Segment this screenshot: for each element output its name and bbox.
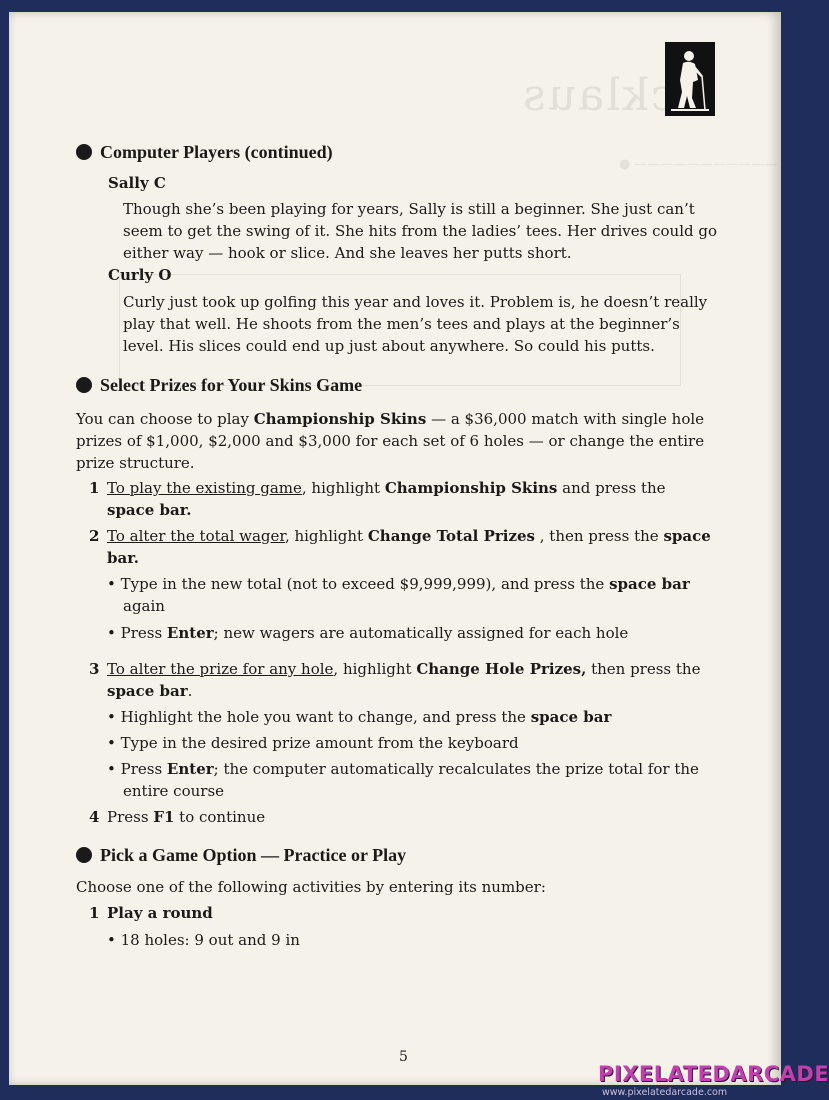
step-3-bullet-3: • Press Enter; the computer automatically recalculates the prize total for the entire course bbox=[107, 760, 699, 800]
watermark-url: www.pixelatedarcade.com bbox=[602, 1087, 728, 1098]
section-heading-game-option: Pick a Game Option — Practice or Play bbox=[76, 845, 406, 866]
player-name-curly: Curly O bbox=[108, 266, 172, 284]
step-number-3: 3 bbox=[89, 660, 100, 678]
section-bullet-icon bbox=[76, 144, 92, 160]
manual-page bbox=[9, 12, 781, 1085]
step-2-text: To alter the total wager, highlight Change Total Prizes , then press the space bar. bbox=[107, 527, 711, 567]
game-option-intro: Choose one of the following activities by entering its number: bbox=[76, 878, 546, 896]
page-number: 5 bbox=[399, 1049, 408, 1065]
step-3-text: To alter the prize for any hole, highlight Change Hole Prizes, then press the space bar. bbox=[107, 660, 701, 700]
player-name-sally: Sally C bbox=[108, 174, 166, 192]
prizes-intro: You can choose to play Championship Skins — a $36,000 match with single hole prizes of $1,000, $2,000 and $3,000 for each set of 6 holes — or change the entire prize structure. bbox=[76, 410, 705, 472]
option-1-bullet: • 18 holes: 9 out and 9 in bbox=[107, 931, 300, 949]
step-1-text: To play the existing game, highlight Championship Skins and press the space bar. bbox=[107, 479, 666, 519]
player-description-curly: Curly just took up golfing this year and loves it. Problem is, he doesn’t really play that well. He shoots from the men’s tees and plays at the beginner’s level. His slices could end up just about anywhere. So could his putts. bbox=[123, 293, 708, 355]
step-number-1: 1 bbox=[89, 479, 100, 497]
watermark-brand: PIXELATEDARCADE bbox=[598, 1062, 829, 1086]
page-content bbox=[9, 12, 781, 1085]
section-heading-computer-players: Computer Players (continued) bbox=[76, 142, 333, 163]
section-bullet-icon bbox=[76, 377, 92, 393]
bleed-through-text: ● ——————————— bbox=[619, 157, 778, 172]
section-heading-prizes: Select Prizes for Your Skins Game bbox=[76, 375, 362, 396]
option-label-play-a-round: Play a round bbox=[107, 904, 213, 922]
step-2-bullet-2: • Press Enter; new wagers are automatically assigned for each hole bbox=[107, 624, 629, 642]
step-3-bullet-1: • Highlight the hole you want to change, and press the space bar bbox=[107, 708, 612, 726]
bleed-through-title: cklaus bbox=[521, 70, 676, 121]
step-4-text: Press F1 to continue bbox=[107, 808, 266, 826]
player-description-sally: Though she’s been playing for years, Sally is still a beginner. She just can’t seem to get the swing of it. She hits from the ladies’ tees. Her drives could go either way — hook or slice. And she leaves her putts short. bbox=[123, 200, 718, 262]
step-3-bullet-2: • Type in the desired prize amount from the keyboard bbox=[107, 734, 519, 752]
step-2-bullet-1: • Type in the new total (not to exceed $9,999,999), and press the space bar again bbox=[107, 575, 690, 615]
option-number-1: 1 bbox=[89, 904, 100, 922]
step-number-2: 2 bbox=[89, 527, 100, 545]
section-bullet-icon bbox=[76, 847, 92, 863]
step-number-4: 4 bbox=[89, 808, 100, 826]
